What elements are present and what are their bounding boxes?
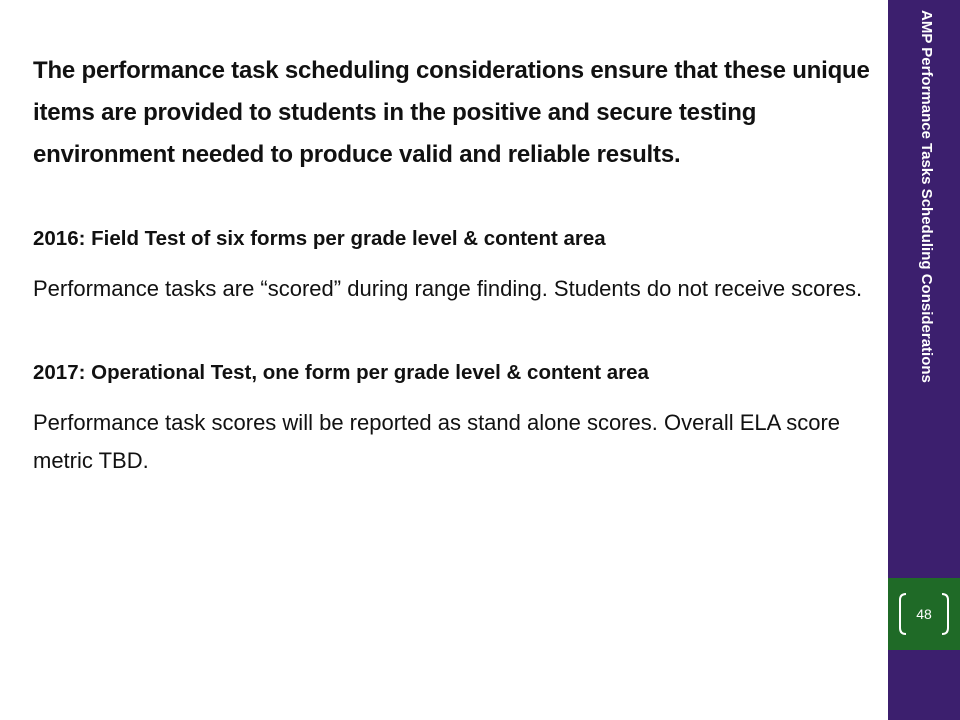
spacer (33, 308, 883, 358)
spacer (33, 388, 883, 404)
section-text-2017: Performance task scores will be reported as stand alone scores. Overall ELA score metric TBD. (33, 410, 841, 473)
spacer (33, 254, 883, 270)
intro-paragraph: The performance task scheduling considerations ensure that these unique items are provided to students in the positive and secure testing environment needed to produce valid and reliable results. (33, 57, 870, 168)
slide-content (33, 50, 883, 480)
spacer (33, 176, 883, 224)
section-heading-2017: 2017: Operational Test, one form per grade level & content area (33, 361, 649, 384)
page-number: 48 (916, 606, 932, 622)
section-heading-2016: 2016: Field Test of six forms per grade level & content area (33, 227, 606, 250)
section-text-2016: Performance tasks are “scored” during range finding. Students do not receive scores. (33, 276, 863, 301)
sidebar-title: AMP Performance Tasks Scheduling Considerations (918, 10, 935, 383)
